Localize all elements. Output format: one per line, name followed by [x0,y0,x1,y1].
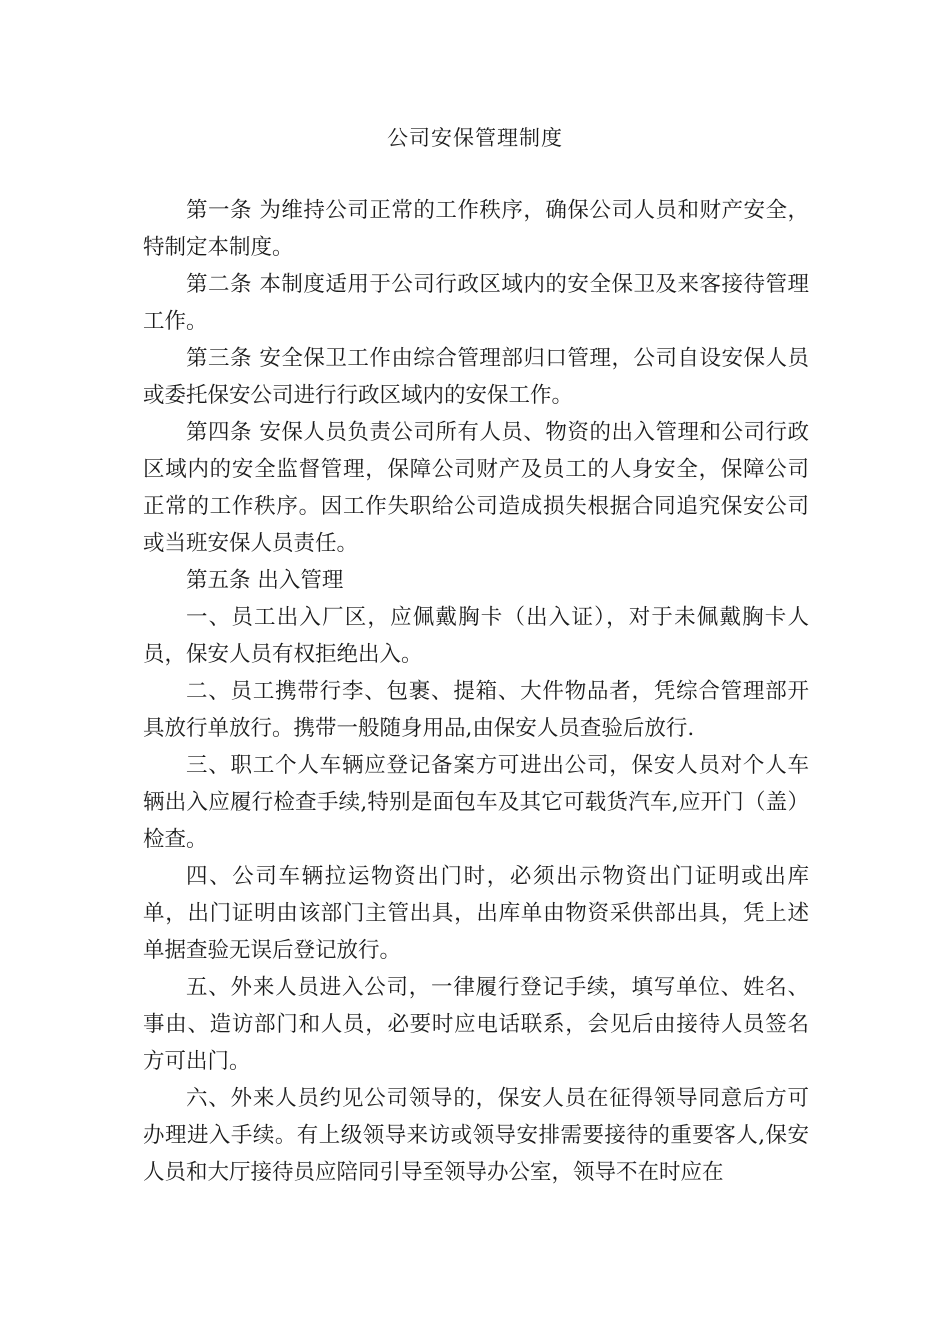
clause-4-paragraph: 四、公司车辆拉运物资出门时，必须出示物资出门证明或出库单，出门证明由该部门主管出具，出库单由物资采供部出具，凭上述单据查验无误后登记放行。 [143,864,809,963]
article-4-paragraph: 第四条 安保人员负责公司所有人员、物资的出入管理和公司行政区域内的安全监督管理，保障公司财产及员工的人身安全，保障公司正常的工作秩序。因工作失职给公司造成损失根据合同追究保安公司或当班安保人员责任。 [143,420,809,556]
document-title: 公司安保管理制度 [387,126,563,150]
clause-1-paragraph: 一、员工出入厂区，应佩戴胸卡（出入证），对于未佩戴胸卡人员，保安人员有权拒绝出入。 [143,605,809,667]
article-5-heading: 第五条 出入管理 [186,568,344,593]
clause-2-paragraph: 二、员工携带行李、包裹、提箱、大件物品者，凭综合管理部开具放行单放行。携带一般随身用品,由保安人员查验后放行. [143,679,809,741]
article-3-paragraph: 第三条 安全保卫工作由综合管理部归口管理，公司自设安保人员或委托保安公司进行行政区域内的安保工作。 [143,346,809,408]
clause-3-paragraph: 三、职工个人车辆应登记备案方可进出公司，保安人员对个人车辆出入应履行检查手续,特别是面包车及其它可载货汽车,应开门（盖）检查。 [143,753,809,852]
article-1-paragraph: 第一条 为维持公司正常的工作秩序，确保公司人员和财产安全，特制定本制度。 [143,198,809,260]
clause-5-paragraph: 五、外来人员进入公司，一律履行登记手续，填写单位、姓名、事由、造访部门和人员，必要时应电话联系，会见后由接待人员签名方可出门。 [143,975,809,1074]
article-2-paragraph: 第二条 本制度适用于公司行政区域内的安全保卫及来客接待管理工作。 [143,272,809,334]
document-body [143,192,809,1191]
clause-6-paragraph: 六、外来人员约见公司领导的，保安人员在征得领导同意后方可办理进入手续。有上级领导来访或领导安排需要接待的重要客人,保安人员和大厅接待员应陪同引导至领导办公室，领导不在时应在 [143,1086,809,1185]
